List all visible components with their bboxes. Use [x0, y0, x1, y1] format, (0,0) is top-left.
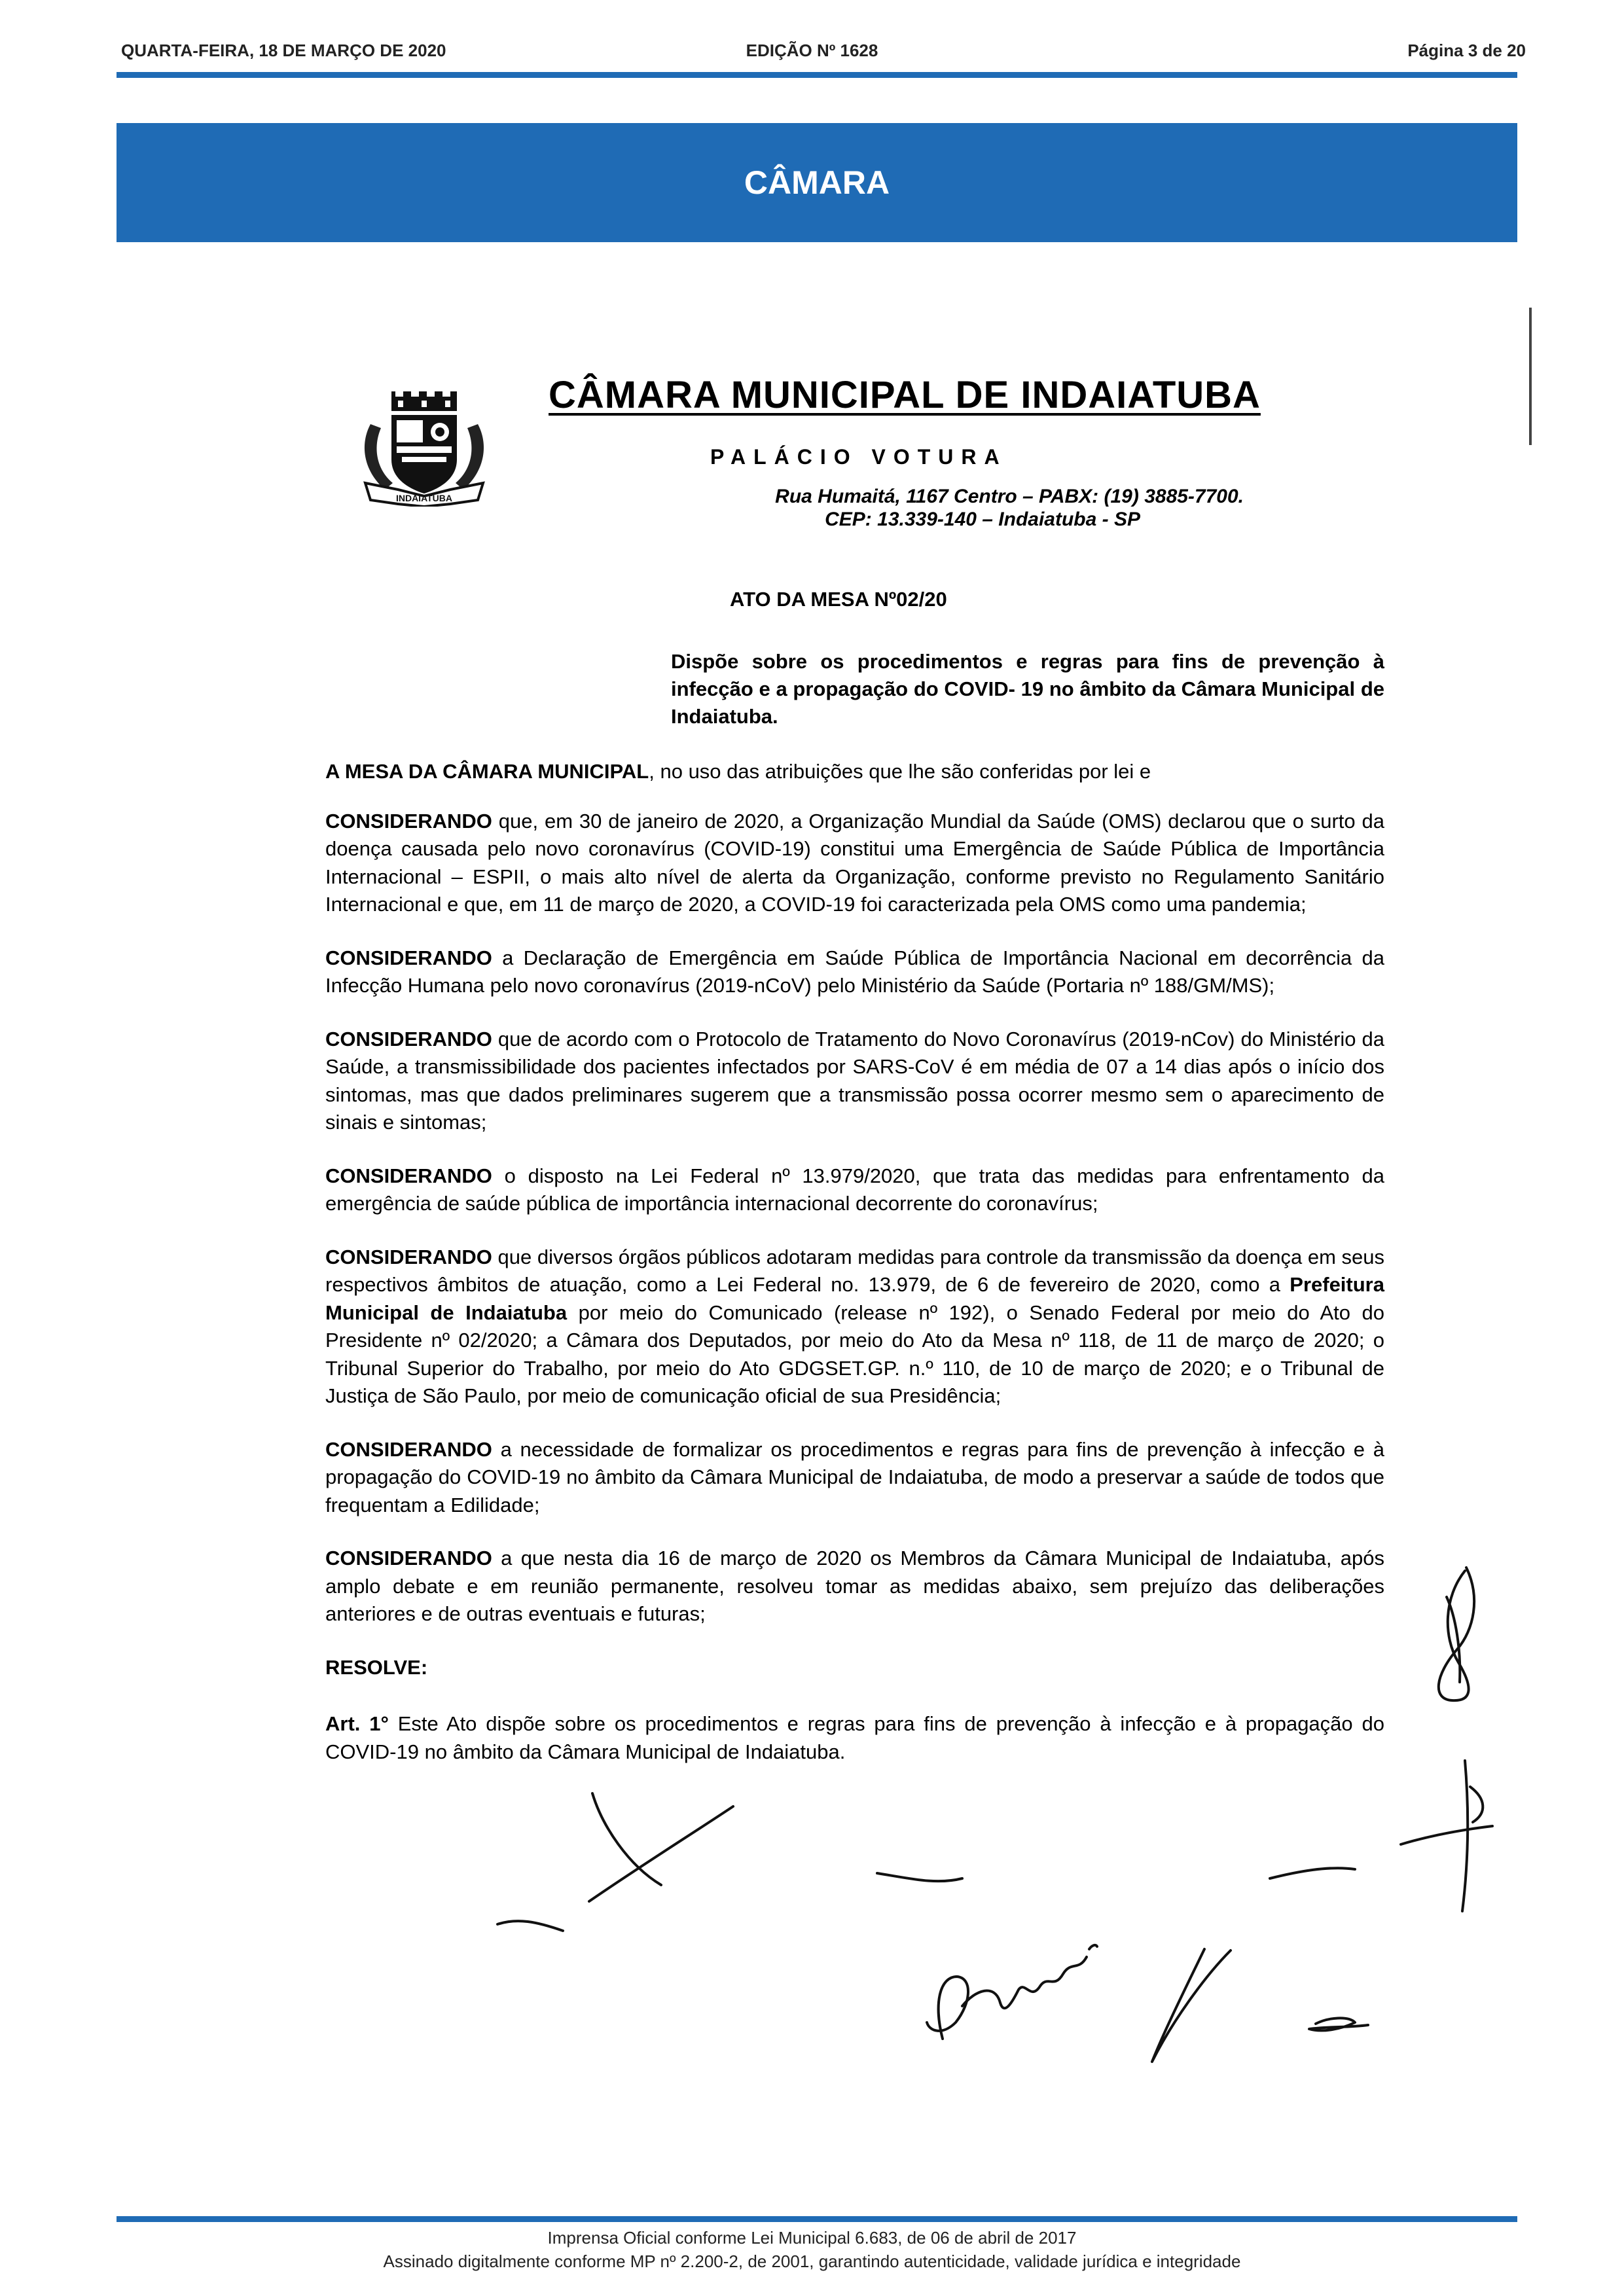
considerando-text: a Declaração de Emergência em Saúde Pública de Importância Nacional em decorrência da Infecção Humana pelo novo coronavírus (2019-nCoV) pelo Ministério da Saúde (Portaria nº 188/GM/MS);: [325, 946, 1384, 997]
considerando-label: CONSIDERANDO: [325, 1027, 492, 1050]
header-edition: EDIÇÃO Nº 1628: [746, 41, 878, 60]
footer-line-2: Assinado digitalmente conforme MP nº 2.200-2, de 2001, garantindo autenticidade, validade jurídica e integridade: [383, 2251, 1241, 2271]
intro-text: , no uso das atribuições que lhe são conferidas por lei e: [649, 760, 1151, 783]
considerando-paragraph: [325, 1244, 1384, 1410]
resolve-label: RESOLVE:: [325, 1655, 428, 1679]
article-label: Art. 1°: [325, 1712, 389, 1735]
document-body: [325, 758, 1384, 1791]
considerando-text: que diversos órgãos públicos adotaram medidas para controle da transmissão da doença em seus respectivos âmbitos de atuação, como a Lei Federal no. 13.979, de 6 de fevereiro de 2020, como a: [325, 1245, 1384, 1296]
intro-bold: A MESA DA CÂMARA MUNICIPAL: [325, 760, 649, 783]
footer-line-1: Imprensa Oficial conforme Lei Municipal 6.683, de 06 de abril de 2017: [547, 2228, 1077, 2248]
scan-artifact-line: [1529, 308, 1532, 445]
considerando-bold-entity: Prefeitura Municipal de Indaiatuba: [325, 1273, 1384, 1324]
organization-subtitle: PALÁCIO VOTURA: [710, 445, 1007, 469]
considerando-paragraph: [325, 1436, 1384, 1520]
crest-ribbon-text: INDAIATUBA: [395, 493, 453, 503]
header-rule: [117, 72, 1517, 78]
considerando-label: CONSIDERANDO: [325, 1547, 492, 1570]
footer-rule: [117, 2216, 1517, 2222]
considerando-paragraph: [325, 1026, 1384, 1137]
considerando-text: a que nesta dia 16 de março de 2020 os Membros da Câmara Municipal de Indaiatuba, após amplo debate e em reunião permanente, resolveu tomar as medidas abaixo, sem prejuízo das deliberações anteriores e de outras eventuais e futuras;: [325, 1547, 1384, 1625]
considerando-paragraph: [325, 944, 1384, 1000]
section-banner: [117, 123, 1517, 242]
considerando-label: CONSIDERANDO: [325, 809, 492, 833]
considerando-label: CONSIDERANDO: [325, 946, 492, 969]
considerando-paragraph: [325, 808, 1384, 919]
article-paragraph: [325, 1710, 1384, 1766]
organization-name: CÂMARA MUNICIPAL DE INDAIATUBA: [549, 374, 1261, 416]
section-title: CÂMARA: [744, 164, 890, 201]
considerando-label: CONSIDERANDO: [325, 1245, 492, 1268]
considerando-paragraph: [325, 1545, 1384, 1628]
considerando-paragraph: [325, 1162, 1384, 1218]
address-line-1: Rua Humaitá, 1167 Centro – PABX: (19) 3885-7700.: [775, 486, 1244, 507]
header-date: QUARTA-FEIRA, 18 DE MARÇO DE 2020: [121, 41, 446, 60]
considerando-text: que, em 30 de janeiro de 2020, a Organização Mundial da Saúde (OMS) declarou que o surto da doença causada pelo novo coronavírus (COVID-19) constitui uma Emergência de Saúde Pública de Importância Internacional – ESPII, o mais alto nível de alerta da Organização, conforme previsto no Regulamento Sanitário Internacional e que, em 11 de março de 2020, a COVID-19 foi caracterizada pela OMS como uma pandemia;: [325, 809, 1384, 916]
considerando-label: CONSIDERANDO: [325, 1437, 492, 1461]
considerando-text: o disposto na Lei Federal nº 13.979/2020, que trata das medidas para enfrentamento da emergência de saúde pública de importância internacional decorrente do coronavírus;: [325, 1164, 1384, 1215]
act-summary: Dispõe sobre os procedimentos e regras para fins de prevenção à infecção e a propagação do COVID- 19 no âmbito da Câmara Municipal de Indaiatuba.: [671, 650, 1384, 728]
header-page-number: Página 3 de 20: [1407, 41, 1526, 60]
considerando-text: por meio do Comunicado (release nº 192), o Senado Federal por meio do Ato do Presidente nº 02/2020; a Câmara dos Deputados, por meio do Ato da Mesa nº 118, de 11 de março de 2020; o Tribunal Superior do Trabalho, por meio do Ato GDGSET.GP. n.º 110, de 10 de março de 2020; e o Tribunal de Justiça de São Paulo, por meio de comunicação oficial de sua Presidência;: [325, 1300, 1384, 1407]
address-line-2: CEP: 13.339-140 – Indaiatuba - SP: [825, 509, 1140, 530]
intro-paragraph: [325, 758, 1384, 786]
act-title: ATO DA MESA Nº02/20: [730, 588, 947, 611]
article-text: Este Ato dispõe sobre os procedimentos e regras para fins de prevenção à infecção e à propagação do COVID-19 no âmbito da Câmara Municipal de Indaiatuba.: [325, 1712, 1384, 1763]
considerando-text: que de acordo com o Protocolo de Tratamento do Novo Coronavírus (2019-nCov) do Ministério da Saúde, a transmissibilidade dos pacientes infectados por SARS-CoV é em média de 07 a 14 dias após o início dos sintomas, mas que dados preliminares sugerem que a transmissão possa ocorrer mesmo sem o aparecimento de sinais e sintomas;: [325, 1027, 1384, 1134]
considerando-label: CONSIDERANDO: [325, 1164, 492, 1187]
considerando-text: a necessidade de formalizar os procedimentos e regras para fins de prevenção à infecção e à propagação do COVID-19 no âmbito da Câmara Municipal de Indaiatuba, de modo a preservar a saúde de todos que frequentam a Edilidade;: [325, 1437, 1384, 1516]
